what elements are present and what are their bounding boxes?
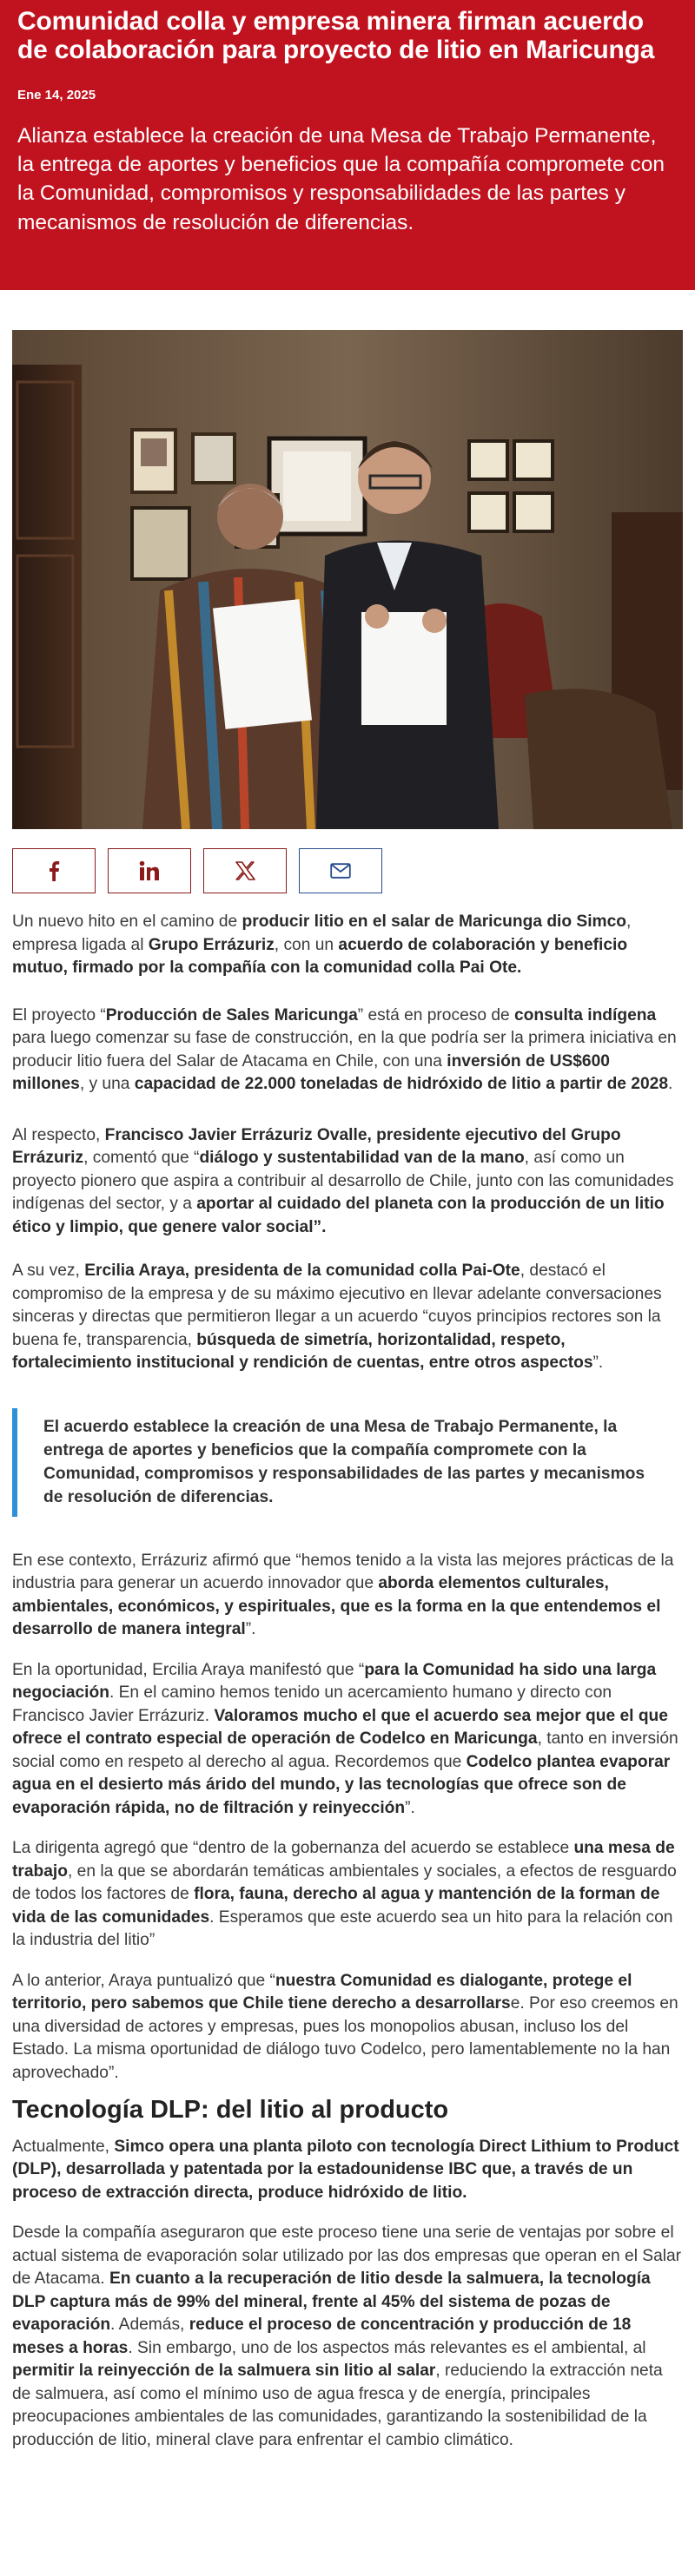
mail-icon — [330, 863, 351, 879]
bold-text: acuerdo de colaboración y beneficio mutuo, firmado por la compañía con la comunidad colla Pai Ote. — [12, 935, 628, 977]
share-facebook-button[interactable] — [12, 848, 96, 893]
text-run: . Sin embargo, uno de los aspectos más relevantes es el ambiental, al — [128, 2338, 646, 2357]
text-run: ”. — [405, 1798, 415, 1817]
paragraph — [12, 1005, 683, 1097]
text-run: para luego comenzar su fase de construcción, en la que podría ser la primera iniciativa en producir litio fuera del Salar de Atacama en Chile, con una — [12, 1029, 677, 1071]
text-run: Un nuevo hito en el camino de — [12, 912, 242, 931]
share-x-button[interactable] — [203, 848, 287, 893]
bold-text: una mesa de trabajo — [12, 1839, 675, 1881]
text-run: Actualmente, — [12, 2137, 115, 2156]
bold-text: consulta indígena — [514, 1005, 657, 1024]
text-run: . En el camino hemos tenido un acercamiento humano y directo con Francisco Javier Errázuriz. — [12, 1683, 612, 1725]
bold-text: Producción de Sales Maricunga — [105, 1005, 358, 1024]
bold-text: aborda elementos culturales, ambientales, económicos, y espirituales, que es la forma en la que entendemos el desarrollo de manera integral — [12, 1574, 661, 1639]
text-run: Tecnología DLP: del litio al producto — [12, 2096, 449, 2125]
paragraph — [12, 2136, 683, 2205]
share-bar — [12, 848, 683, 893]
paragraph — [12, 1550, 683, 1642]
bold-text: diálogo y sustentabilidad van de la mano — [199, 1149, 525, 1167]
pull-quote — [12, 1408, 683, 1517]
bold-text: Simco opera una planta piloto con tecnología Direct Lithium to Product (DLP), desarrollada y patentada por la estadounidense IBC que, a través de un proceso de extracción directa, produce hidróxido de litio. — [12, 2137, 679, 2202]
article-subtitle: Alianza establece la creación de una Mesa de Trabajo Permanente, la entrega de aportes y beneficios que la compañía compromete con la Comunidad, compromisos y responsabilidades de las partes y mecanismos de resolución de diferencias. — [17, 123, 665, 234]
article-photo — [12, 330, 683, 829]
article-body — [0, 911, 695, 2452]
share-linkedin-button[interactable] — [108, 848, 191, 893]
bold-text: reduce el proceso de concentración y producción de 18 meses a horas — [12, 2316, 632, 2357]
text-run: El acuerdo establece la creación de una Mesa de Trabajo Permanente, la entrega de aportes y beneficios que la compañía compromete con la Comunidad, compromisos y responsabilidades de las partes y mecanismos de resolución de diferencias. — [43, 1417, 645, 1507]
text-run: La dirigenta agregó que “dentro de la gobernanza del acuerdo se establece — [12, 1839, 574, 1858]
text-run: A su vez, — [12, 1262, 85, 1280]
text-run: . — [668, 1075, 673, 1093]
bold-text: producir litio en el salar de Maricunga dio Simco — [242, 912, 627, 931]
text-run: , en la que se abordarán temáticas ambientales y sociales, a efectos de resguardo de todos los factores de — [12, 1861, 677, 1904]
bold-text: búsqueda de simetría, horizontalidad, respeto, fortalecimiento institucional y rendición de cuentas, entre otros aspectos — [12, 1330, 593, 1372]
section-heading — [12, 2095, 683, 2125]
text-run: , y una — [79, 1075, 135, 1093]
text-run: , reduciendo la extracción neta de salmuera, así como el mínimo uso de agua fresca y de energía, principales preocupaciones ambientales de las comunidades, garantizando la sostenibilidad de la producción de litio, mineral clave para enfrentar el cambio climático. — [12, 2362, 663, 2449]
paragraph — [12, 2222, 683, 2452]
paragraph — [12, 1659, 683, 1821]
bold-text: para la Comunidad ha sido una larga negociación — [12, 1660, 657, 1703]
text-run: Al respecto, — [12, 1125, 105, 1144]
article-title: Comunidad colla y empresa minera firman acuerdo de colaboración para proyecto de litio en Maricunga — [17, 7, 655, 65]
bold-text: aportar al cuidado del planeta con la producción de un litio ético y limpio, que genere valor social”. — [12, 1195, 665, 1236]
paragraph — [12, 1260, 683, 1375]
text-run: , así como un proyecto pionero que aspira a contribuir al desarrollo de Chile, junto con las comunidades indígenas del sector, y a — [12, 1149, 674, 1213]
article-date: Ene 14, 2025 — [17, 87, 96, 102]
paragraph — [12, 1837, 683, 1953]
article-header — [0, 0, 695, 290]
text-run: El proyecto “ — [12, 1005, 106, 1024]
bold-text: flora, fauna, derecho al agua y mantención de la forman de vida de las comunidades — [12, 1885, 660, 1927]
text-run: e. Por eso creemos en una diversidad de actores y empresas, pues los monopolios abusan, incluso los del Estado. La misma oportunidad de diálogo tuvo Codelco, pero lamentablemente no la han aprovechado”. — [12, 1994, 678, 2082]
linkedin-icon — [139, 860, 160, 881]
bold-text: En cuanto a la recuperación de litio desde la salmuera, la tecnología DLP captura más de 99% del mineral, frente al 45% del sistema de pozas de evaporación — [12, 2270, 651, 2335]
bold-text: Grupo Errázuriz — [148, 935, 275, 954]
paragraph — [12, 1970, 683, 2085]
paragraph — [12, 1124, 683, 1240]
bold-text: permitir la reinyección de la salmuera sin litio al salar — [12, 2362, 436, 2381]
x-icon — [235, 860, 255, 881]
paragraph — [12, 911, 683, 980]
text-run: ”. — [592, 1354, 604, 1372]
text-run: , comentó que “ — [83, 1149, 200, 1167]
facebook-icon — [47, 860, 61, 881]
text-run: . Esperamos que este acuerdo sea un hito para la relación con la industria del litio” — [12, 1907, 673, 1950]
text-run: En la oportunidad, Ercilia Araya manifestó que “ — [12, 1660, 365, 1679]
text-run: ” está en proceso de — [357, 1005, 515, 1024]
text-run: , tanto en inversión social como en respeto al derecho al agua. Recordemos que — [12, 1729, 678, 1771]
share-email-button[interactable] — [299, 848, 382, 893]
bold-text: capacidad de 22.000 toneladas de hidróxido de litio a partir de 2028 — [134, 1075, 668, 1093]
text-run: . Además, — [110, 2316, 189, 2335]
text-run: , con un — [274, 935, 339, 954]
text-run: Desde la compañía aseguraron que este proceso tiene una serie de ventajas por sobre el actual sistema de evaporación solar utilizado por las dos empresas que operan en el Salar de Atacama. — [12, 2224, 682, 2289]
bold-text: Valoramos mucho el que el acuerdo sea mejor que el que ofrece el contrato especial de operación de Codelco en Maricunga — [12, 1706, 668, 1749]
text-run: En ese contexto, Errázuriz afirmó que “hemos tenido a la vista las mejores prácticas de la industria para generar un acuerdo innovador que — [12, 1551, 674, 1593]
bold-text: Ercilia Araya, presidenta de la comunidad colla Pai-Ote — [84, 1262, 520, 1280]
bold-text: Codelco plantea evaporar agua en el desierto más árido del mundo, y las tecnologías que ofrece son de evaporación rápida, no de filtración y reinyección — [12, 1752, 671, 1817]
text-run: A lo anterior, Araya puntualizó que “ — [12, 1971, 275, 1990]
bold-text: Francisco Javier Errázuriz Ovalle, presidente ejecutivo del Grupo Errázuriz — [12, 1125, 621, 1167]
text-run: , destacó el compromiso de la empresa y de su máximo ejecutivo en llevar adelante conversaciones sinceras y directas que permitieron llegar a un acuerdo “cuyos principios rectores son la buena fe, transparencia, — [12, 1262, 662, 1349]
bold-text: nuestra Comunidad es dialogante, protege el territorio, pero sabemos que Chile tiene derecho a desarrollars — [12, 1971, 632, 2013]
bold-text: inversión de US$600 millones — [12, 1051, 610, 1093]
text-run: ”. — [245, 1620, 256, 1639]
text-run: , empresa ligada al — [12, 912, 632, 954]
